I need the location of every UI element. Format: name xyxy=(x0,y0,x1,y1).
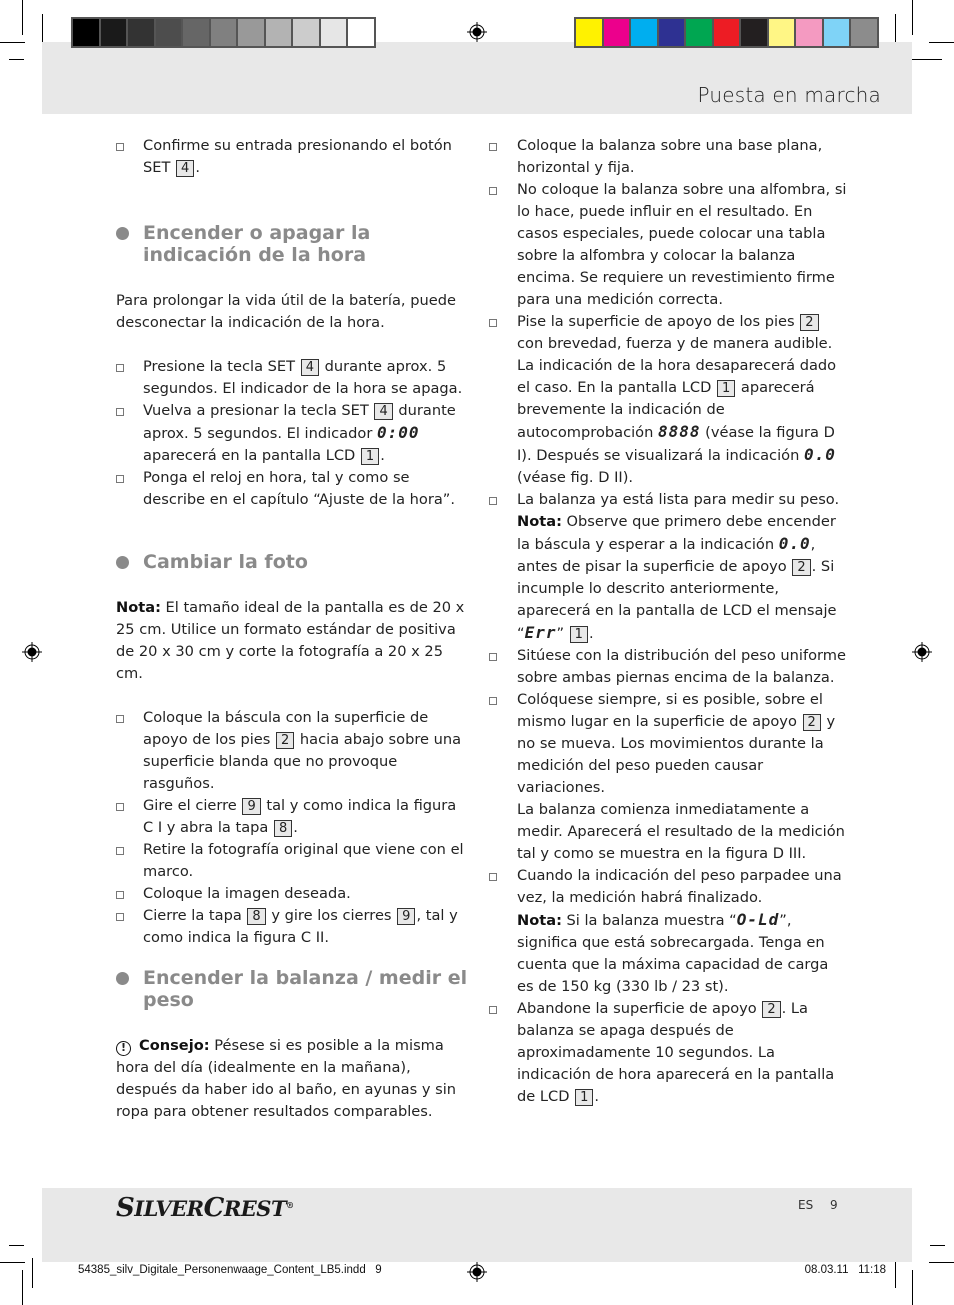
swatch xyxy=(321,19,347,46)
swatch xyxy=(631,19,657,46)
checkbox-bullet-icon xyxy=(116,143,124,151)
swatch xyxy=(156,19,182,46)
registration-mark-icon xyxy=(467,22,487,42)
lcd-display-text: 0.0 xyxy=(803,445,836,464)
registration-mark-icon xyxy=(912,642,932,662)
crop-mark xyxy=(9,59,24,60)
bullet-dot-icon xyxy=(116,227,129,240)
part-reference: 2 xyxy=(800,314,818,331)
item-text: Sitúese con la distribución del peso uniforme sobre ambas piernas encima de la balanza. xyxy=(517,647,846,686)
item-text: tal y como indica la figura C I y abra la tapa xyxy=(143,797,457,836)
part-reference: 1 xyxy=(361,448,379,465)
item-text: Vuelva a presionar la tecla SET xyxy=(143,402,369,419)
lcd-display-text: O-Ld xyxy=(736,910,780,929)
item-text: (véase la figura D I). Después se visualizará la indicación xyxy=(517,424,835,464)
list-item xyxy=(116,467,471,511)
section-change-photo xyxy=(116,551,471,949)
crop-mark xyxy=(22,1270,23,1305)
tip-label: Consejo: xyxy=(139,1037,210,1054)
registered-mark: ® xyxy=(286,1200,294,1210)
swatch xyxy=(659,19,685,46)
part-reference: 9 xyxy=(397,908,415,925)
item-text: aparecerá en la pantalla LCD xyxy=(143,447,356,464)
item-text: Coloque la balanza sobre una base plana, horizontal y fija. xyxy=(517,137,823,176)
item-text: Cuando la indicación del peso parpadee una vez, la medición habrá finalizado. xyxy=(517,867,842,906)
swatch xyxy=(851,19,877,46)
item-text: La balanza ya está lista para medir su peso. xyxy=(517,491,840,508)
part-reference: 4 xyxy=(176,160,194,177)
checkbox-bullet-icon xyxy=(116,475,124,483)
list-item xyxy=(116,839,471,883)
swatch xyxy=(769,19,795,46)
item-text: (véase fig. D II). xyxy=(517,469,634,486)
swatch xyxy=(183,19,209,46)
checkbox-bullet-icon xyxy=(116,891,124,899)
item-text: . xyxy=(588,625,594,642)
paragraph: Para prolongar la vida útil de la batería, puede desconectar la indicación de la hora. xyxy=(116,292,456,331)
part-reference: 8 xyxy=(247,908,265,925)
lcd-display-text: Err xyxy=(524,623,557,642)
item-text: . xyxy=(594,1088,600,1105)
checkbox-bullet-icon xyxy=(489,697,497,705)
swatch xyxy=(266,19,292,46)
item-text: Cierre la tapa xyxy=(143,907,242,924)
swatch xyxy=(101,19,127,46)
checkbox-bullet-icon xyxy=(489,319,497,327)
swatch xyxy=(604,19,630,46)
item-text: y gire los cierres xyxy=(271,907,392,924)
lcd-display-text: 0.0 xyxy=(778,534,811,553)
section-heading xyxy=(116,967,471,1011)
list-item xyxy=(489,689,849,865)
item-text: Observe que primero debe encender la báscula y esperar a la indicación xyxy=(517,513,836,553)
bullet-dot-icon xyxy=(116,972,129,985)
checkbox-bullet-icon xyxy=(489,497,497,505)
item-text: . xyxy=(293,819,298,836)
item-text: Si la balanza muestra “ xyxy=(566,912,737,929)
logo-text: ILVER xyxy=(134,1196,204,1221)
part-reference: 8 xyxy=(274,820,292,837)
crop-mark xyxy=(895,1258,896,1288)
note-text: El tamaño ideal de la pantalla es de 20 x 25 cm. Utilice un formato estándar de positiva de 20 x 30 cm y corte la fotografía a 20 x 25 cm. xyxy=(116,599,465,682)
swatch xyxy=(576,19,602,46)
item-text: . xyxy=(195,159,200,176)
tip-paragraph xyxy=(116,1035,471,1123)
crop-mark xyxy=(895,14,896,42)
list-item xyxy=(116,135,471,179)
item-text: aparecerá brevemente la indicación de autocomprobación xyxy=(517,379,815,441)
note-label: Nota: xyxy=(517,912,562,929)
item-text: La balanza comienza inmediatamente a medir. Aparecerá el resultado de la medición tal y como se muestra en la figura D III. xyxy=(517,801,845,862)
list-item xyxy=(489,135,849,179)
list-item xyxy=(116,795,471,839)
checkbox-bullet-icon xyxy=(116,715,124,723)
checkbox-bullet-icon xyxy=(116,364,124,372)
lcd-display-text: 0:00 xyxy=(376,423,420,442)
part-reference: 2 xyxy=(792,559,810,576)
checkbox-bullet-icon xyxy=(116,803,124,811)
logo-text: REST xyxy=(223,1196,287,1221)
item-text: y no se mueva. Los movimientos durante la medición del peso pueden causar variaciones. xyxy=(517,713,836,796)
crop-mark xyxy=(912,0,913,35)
list-item xyxy=(489,311,849,489)
part-reference: 4 xyxy=(301,359,319,376)
bullet-dot-icon xyxy=(116,556,129,569)
heading-text: Encender o apagar la indicación de la hora xyxy=(143,222,371,266)
crop-mark xyxy=(42,14,43,42)
part-reference: 2 xyxy=(276,732,294,749)
crop-mark xyxy=(930,1245,945,1246)
item-text: Gire el cierre xyxy=(143,797,237,814)
part-reference: 9 xyxy=(242,798,260,815)
slug-filename: 54385_silv_Digitale_Personenwaage_Content_LB5.indd 9 xyxy=(78,1264,382,1276)
swatch xyxy=(686,19,712,46)
list-item xyxy=(116,356,471,400)
item-text: Coloque la imagen deseada. xyxy=(143,885,351,902)
item-text: con brevedad, fuerza y de manera audible. La indicación de la hora desaparecerá dado el caso. En la pantalla LCD xyxy=(517,335,837,396)
item-text: , antes de pisar la superficie de apoyo xyxy=(517,536,816,575)
list-item xyxy=(116,400,471,467)
registration-mark-icon xyxy=(22,642,42,662)
crop-mark xyxy=(22,0,23,35)
list-item xyxy=(116,707,471,795)
section-time-display xyxy=(116,222,471,511)
swatch xyxy=(796,19,822,46)
page-number: 9 xyxy=(830,1198,838,1212)
item-text: . Si incumple lo descrito anteriormente, aparecerá en la pantalla de LCD el mensaje “ xyxy=(517,558,837,642)
swatch xyxy=(714,19,740,46)
crop-mark xyxy=(0,42,25,43)
swatch xyxy=(293,19,319,46)
part-reference: 1 xyxy=(575,1089,593,1106)
list-item xyxy=(489,998,849,1108)
item-text: Retire la fotografía original que viene con el marco. xyxy=(143,841,464,880)
swatch xyxy=(741,19,767,46)
section-weigh xyxy=(116,967,471,1123)
item-text: Coloque la báscula con la superficie de apoyo de los pies xyxy=(143,709,429,748)
checkbox-bullet-icon xyxy=(489,187,497,195)
swatch xyxy=(73,19,99,46)
part-reference: 1 xyxy=(570,626,588,643)
left-column xyxy=(116,135,471,179)
note-label: Nota: xyxy=(116,599,161,616)
swatch xyxy=(128,19,154,46)
part-reference: 2 xyxy=(803,714,821,731)
right-column xyxy=(489,135,849,1108)
item-text: . xyxy=(380,447,385,464)
item-text: ” xyxy=(556,625,565,642)
grayscale-color-bar xyxy=(71,17,376,48)
item-text: Presione la tecla SET xyxy=(143,358,296,375)
item-text: Confirme su entrada presionando el botón SET xyxy=(143,137,452,176)
note-label: Nota: xyxy=(517,513,562,530)
checkbox-bullet-icon xyxy=(116,913,124,921)
item-text: No coloque la balanza sobre una alfombra, si lo hace, puede influir en el resultado. En casos especiales, puede colocar una tabla sobre la alfombra y colocar la balanza encima. Se requiere un revestimiento firme para una medición correcta. xyxy=(517,181,847,308)
checkbox-bullet-icon xyxy=(489,1006,497,1014)
cmyk-color-bar xyxy=(574,17,879,48)
checkbox-bullet-icon xyxy=(489,653,497,661)
item-text: , tal y como indica la figura C II. xyxy=(143,907,458,946)
section-heading xyxy=(116,222,471,266)
item-text: . La balanza se apaga después de aproximadamente 10 segundos. La indicación de hora aparecerá en la pantalla de LCD xyxy=(517,1000,835,1105)
exclamation-circle-icon: ! xyxy=(116,1041,131,1056)
item-text: durante aprox. 5 segundos. El indicador de la hora se apaga. xyxy=(143,358,463,397)
swatch xyxy=(238,19,264,46)
checkbox-bullet-icon xyxy=(116,408,124,416)
part-reference: 4 xyxy=(374,403,392,420)
swatch xyxy=(211,19,237,46)
item-text: Abandone la superficie de apoyo xyxy=(517,1000,757,1017)
crop-mark xyxy=(32,1258,33,1288)
list-item xyxy=(489,179,849,311)
heading-text: Encender la balanza / medir el peso xyxy=(143,967,468,1011)
swatch xyxy=(348,19,374,46)
list-item xyxy=(489,865,849,998)
heading-text: Cambiar la foto xyxy=(143,551,308,573)
lcd-display-text: 8888 xyxy=(658,422,701,441)
crop-mark xyxy=(929,1262,954,1263)
checkbox-bullet-icon xyxy=(489,873,497,881)
checkbox-bullet-icon xyxy=(116,847,124,855)
registration-mark-icon xyxy=(467,1262,487,1282)
crop-mark xyxy=(929,42,954,43)
item-text: Ponga el reloj en hora, tal y como se describe en el capítulo “Ajuste de la hora”. xyxy=(143,469,455,508)
item-text: durante aprox. 5 segundos. El indicador xyxy=(143,402,456,442)
item-text: ”, significa que está sobrecargada. Tenga en cuenta que la máxima capacidad de carga es de 150 kg (330 lb / 23 st). xyxy=(517,912,829,995)
section-heading xyxy=(116,551,471,573)
logo-text: C xyxy=(203,1193,224,1223)
list-item xyxy=(116,883,471,905)
logo-text: S xyxy=(116,1193,135,1223)
crop-mark xyxy=(9,1245,24,1246)
crop-mark xyxy=(912,59,942,60)
crop-mark xyxy=(912,1270,913,1305)
note-paragraph xyxy=(116,597,471,685)
checkbox-bullet-icon xyxy=(489,143,497,151)
language-code: ES xyxy=(798,1198,814,1212)
item-text: Pise la superficie de apoyo de los pies xyxy=(517,313,795,330)
crop-mark xyxy=(0,1262,25,1263)
part-reference: 2 xyxy=(762,1001,780,1018)
item-text: hacia abajo sobre una superficie blanda que no provoque rasguños. xyxy=(143,731,462,792)
list-item xyxy=(489,645,849,689)
swatch xyxy=(824,19,850,46)
slug-date: 08.03.11 11:18 xyxy=(804,1264,886,1276)
item-text: Colóquese siempre, si es posible, sobre el mismo lugar en la superficie de apoyo xyxy=(517,691,823,730)
page-title: Puesta en marcha xyxy=(697,83,881,107)
brand-logo xyxy=(116,1193,294,1223)
tip-text: Pésese si es posible a la misma hora del día (idealmente en la mañana), después da haber ido al baño, en ayunas y sin ropa para obtener resultados comparables. xyxy=(116,1037,456,1120)
part-reference: 1 xyxy=(717,380,735,397)
list-item xyxy=(489,489,849,645)
list-item xyxy=(116,905,471,949)
